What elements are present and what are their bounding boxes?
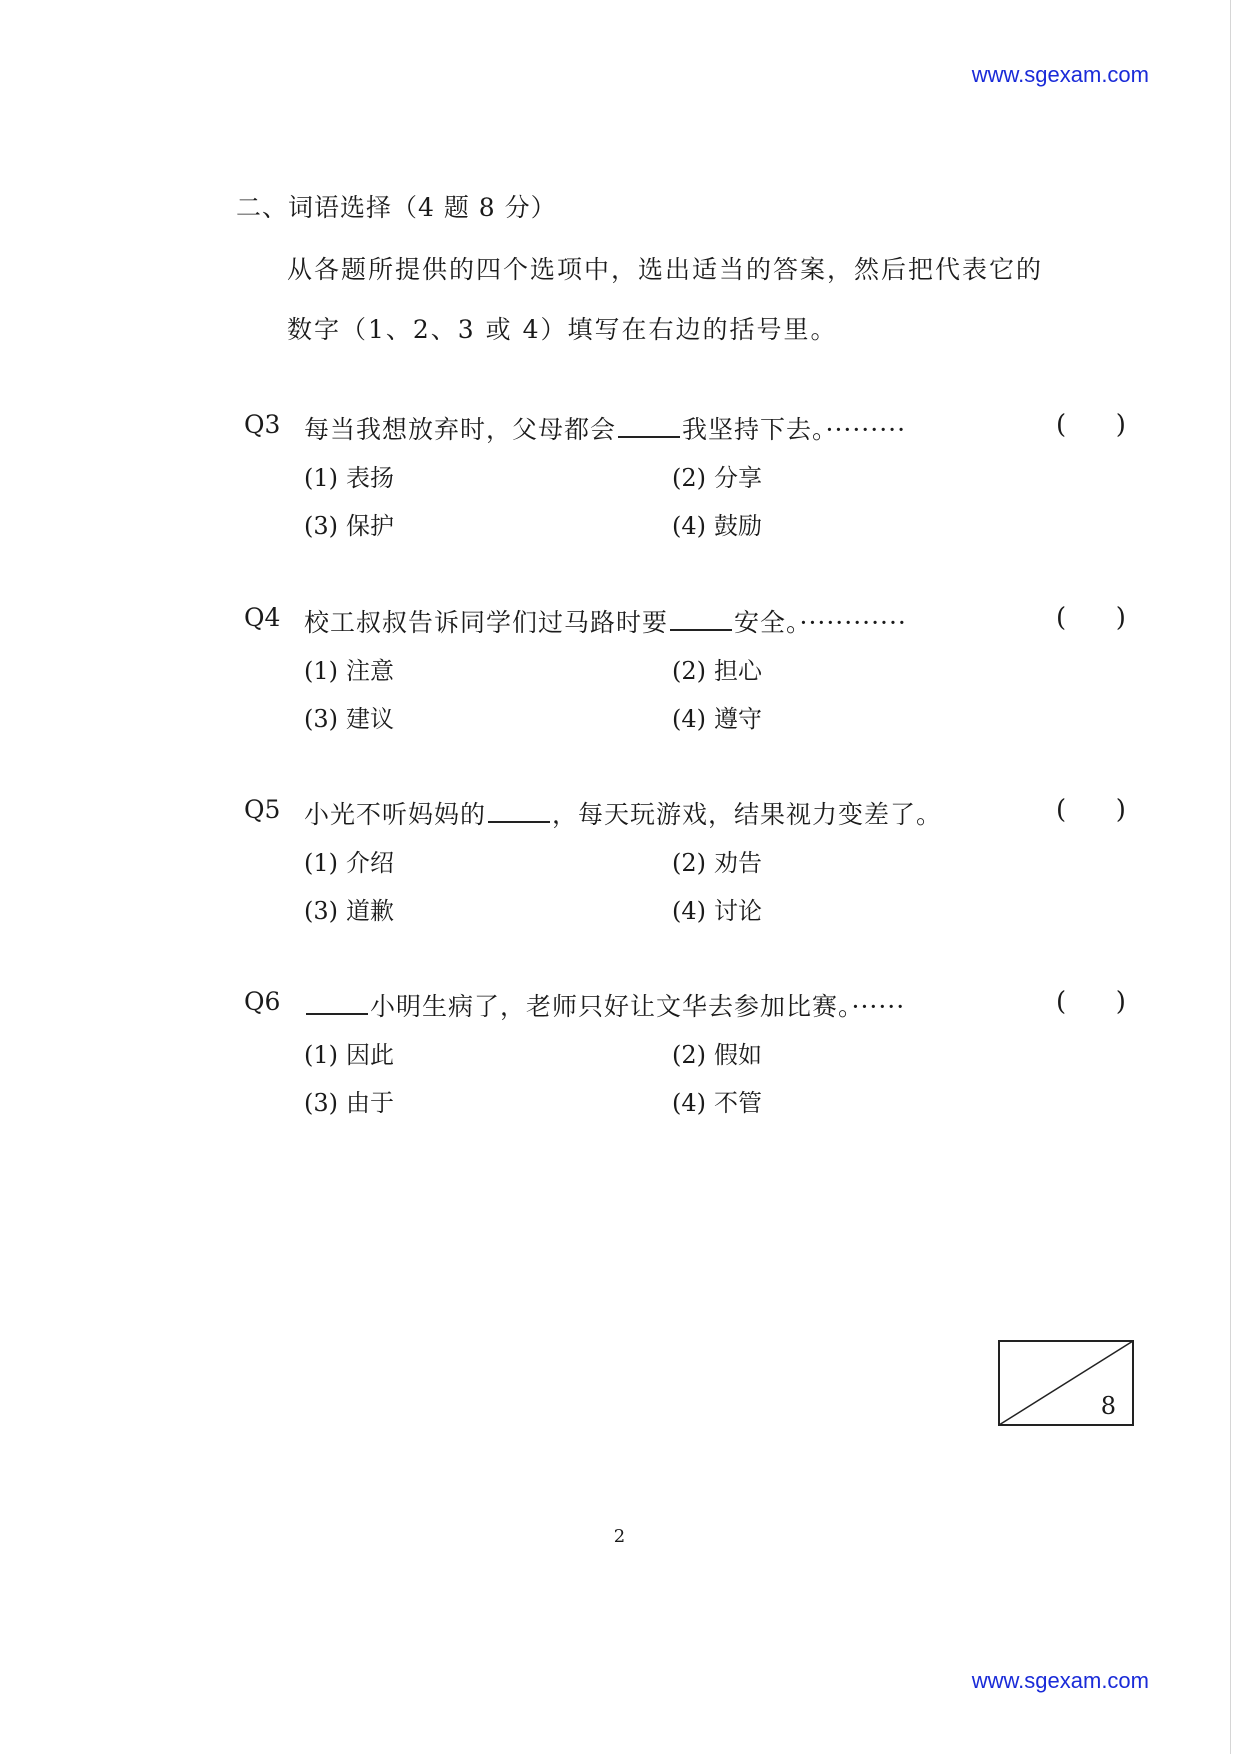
option-text: 介绍 xyxy=(346,849,394,877)
answer-blank xyxy=(670,607,732,631)
option-label: (2) xyxy=(672,849,706,877)
answer-bracket[interactable]: ( ) xyxy=(1056,795,1126,825)
option-label: (2) xyxy=(672,464,706,492)
question-text xyxy=(304,603,907,639)
option-3 xyxy=(304,699,394,734)
watermark-bottom-link[interactable]: www.sgexam.com xyxy=(971,1668,1149,1693)
question-q4 xyxy=(244,603,1144,753)
answer-blank xyxy=(488,799,550,823)
option-label: (4) xyxy=(672,512,706,540)
question-number: Q5 xyxy=(244,795,281,824)
option-text: 因此 xyxy=(346,1041,394,1069)
option-label: (1) xyxy=(304,1041,338,1069)
option-label: (3) xyxy=(304,897,338,925)
option-label: (4) xyxy=(672,897,706,925)
option-label: (3) xyxy=(304,512,338,540)
question-text xyxy=(304,987,905,1023)
option-3 xyxy=(304,1083,394,1118)
option-text: 保护 xyxy=(346,512,394,540)
option-text: 注意 xyxy=(346,657,394,685)
option-label: (3) xyxy=(304,1089,338,1117)
option-text: 表扬 xyxy=(346,464,394,492)
answer-blank xyxy=(618,414,680,438)
option-1 xyxy=(304,458,394,493)
option-label: (1) xyxy=(304,849,338,877)
option-3 xyxy=(304,891,394,926)
question-text-after: 我坚持下去。········· xyxy=(682,415,907,444)
score-box xyxy=(998,1340,1134,1426)
option-text: 讨论 xyxy=(714,897,762,925)
answer-bracket[interactable]: ( ) xyxy=(1056,987,1126,1017)
question-text-before: 小光不听妈妈的 xyxy=(304,800,487,829)
option-1 xyxy=(304,1035,394,1070)
option-text: 鼓励 xyxy=(714,512,762,540)
instruction-line-1: 从各题所提供的四个选项中，选出适当的答案，然后把代表它的 xyxy=(287,255,1044,284)
option-3 xyxy=(304,506,394,541)
option-label: (3) xyxy=(304,705,338,733)
option-2 xyxy=(672,1035,762,1070)
instruction-line-2: 数字（1、2、3 或 4）填写在右边的括号里。 xyxy=(287,315,838,344)
option-2 xyxy=(672,458,762,493)
question-q5 xyxy=(244,795,1144,945)
question-text-after: 小明生病了，老师只好让文华去参加比赛。······ xyxy=(370,992,906,1021)
question-text-after: 安全。············ xyxy=(734,608,907,637)
option-1 xyxy=(304,843,394,878)
question-q6 xyxy=(244,987,1144,1137)
option-text: 建议 xyxy=(346,705,394,733)
question-text-before: 每当我想放弃时，父母都会 xyxy=(304,415,617,444)
option-text: 遵守 xyxy=(714,705,762,733)
question-text-before: 校工叔叔告诉同学们过马路时要 xyxy=(304,608,669,637)
question-text xyxy=(304,795,942,831)
option-4 xyxy=(672,699,762,734)
option-label: (1) xyxy=(304,657,338,685)
option-label: (4) xyxy=(672,705,706,733)
question-text-after: ，每天玩游戏，结果视力变差了。 xyxy=(552,800,943,829)
option-label: (4) xyxy=(672,1089,706,1117)
option-text: 假如 xyxy=(714,1041,762,1069)
page-number: 2 xyxy=(613,1526,626,1547)
question-number: Q6 xyxy=(244,987,281,1016)
option-text: 劝告 xyxy=(714,849,762,877)
option-4 xyxy=(672,1083,762,1118)
option-2 xyxy=(672,651,762,686)
option-text: 担心 xyxy=(714,657,762,685)
option-text: 分享 xyxy=(714,464,762,492)
option-text: 不管 xyxy=(714,1089,762,1117)
page-edge-line xyxy=(1230,0,1231,1754)
option-4 xyxy=(672,891,762,926)
option-label: (2) xyxy=(672,657,706,685)
watermark-top-link[interactable]: www.sgexam.com xyxy=(971,62,1149,87)
question-text xyxy=(304,410,906,446)
option-1 xyxy=(304,651,394,686)
question-q3 xyxy=(244,410,1144,560)
option-label: (2) xyxy=(672,1041,706,1069)
answer-bracket[interactable]: ( ) xyxy=(1056,410,1126,440)
section-title: 二、词语选择（4 题 8 分） xyxy=(236,193,557,222)
option-4 xyxy=(672,506,762,541)
option-2 xyxy=(672,843,762,878)
answer-bracket[interactable]: ( ) xyxy=(1056,603,1126,633)
option-label: (1) xyxy=(304,464,338,492)
option-text: 道歉 xyxy=(346,897,394,925)
question-number: Q3 xyxy=(244,410,281,439)
answer-blank xyxy=(306,991,368,1015)
option-text: 由于 xyxy=(346,1089,394,1117)
question-number: Q4 xyxy=(244,603,281,632)
score-total: 8 xyxy=(1100,1392,1116,1420)
